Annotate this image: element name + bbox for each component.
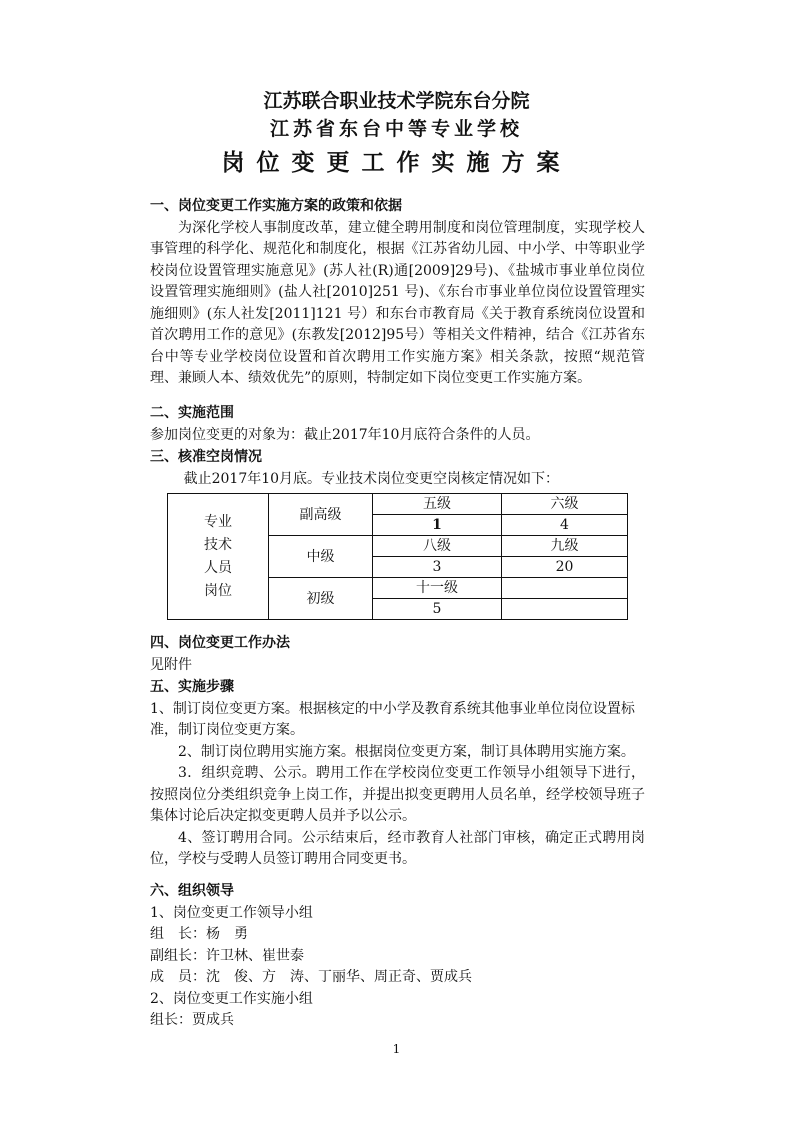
count-cell [502,599,628,620]
section-3 [150,447,645,490]
group-2-leader: 组长：贾成兵 [150,1012,234,1028]
count-cell: 5 [373,599,502,620]
section-4-paragraph: 见附件 [150,656,192,673]
level-cell: 中级 [269,536,373,578]
section-1-paragraph: 为深化学校人事制度改革，建立健全聘用制度和岗位管理制度，实现学校人事管理的科学化、规范化和制度化，根据《江苏省幼儿园、中小学、中等职业学校岗位设置管理实施意见》(苏人社(R)通[2009]29号)、《盐城市事业单位岗位设置管理实施细则》(盐人社[2010]251 号)、《东台市事业单位岗位设置管理实施细则》(东人社发[2011]121 号）和东台市教育局《关于教育系统岗位设置和首次聘用工作的意见》(东教发[2012]95号）等相关文件精神，结合《江苏省东台中等专业学校岗位设置和首次聘用工作实施方案》相关条款，按照“规范管理、兼顾人本、绩效优先”的原则，特制定如下岗位变更工作实施方案。 [150,219,645,386]
count-cell: 4 [502,515,628,536]
grade-cell: 六级 [502,494,628,515]
grade-cell: 八级 [373,536,502,557]
section-3-heading: 三、核准空岗情况 [150,449,262,465]
title-line-3: 岗位变更工作实施方案 [221,150,572,176]
level-cell: 初级 [269,578,373,620]
group-1-title: 1、岗位变更工作领导小组 [150,904,313,921]
section-5-heading: 五、实施步骤 [150,679,234,695]
step-item: 4、签订聘用合同。公示结束后，经市教育人社部门审核，确定正式聘用岗位，学校与受聘人员签订聘用合同变更书。 [150,829,645,867]
step-item: 2、制订岗位聘用实施方案。根据岗位变更方案，制订具体聘用实施方案。 [178,743,635,760]
count-cell: 1 [373,515,502,536]
group-leader: 组 长：杨 勇 [150,926,248,942]
grade-cell: 九级 [502,536,628,557]
section-1 [150,196,645,390]
title-line-1: 江苏联合职业技术学院东台分院 [263,90,530,112]
grade-cell: 十一级 [373,578,502,599]
category-cell [168,494,269,620]
category-line: 专业 [204,513,232,530]
count-cell: 20 [502,557,628,578]
section-3-intro: 截止2017年10月底。专业技术岗位变更空岗核定情况如下： [183,470,560,487]
title-line-2: 江苏省东台中等专业学校 [269,118,523,140]
count-cell: 3 [373,557,502,578]
vacancy-table [167,493,628,620]
group-2-title: 2、岗位变更工作实施小组 [150,990,313,1007]
group-deputy: 副组长：许卫林、崔世泰 [150,947,304,964]
level-cell: 副高级 [269,494,373,536]
group-members: 成 员：沈 俊、方 涛、丁丽华、周正奇、贾成兵 [150,969,472,985]
section-2-heading: 二、实施范围 [150,405,234,421]
category-line: 岗位 [204,582,232,599]
category-line: 人员 [204,559,232,576]
section-2 [150,403,645,446]
section-2-paragraph: 参加岗位变更的对象为：截止2017年10月底符合条件的人员。 [150,426,540,443]
section-6 [150,881,645,1032]
section-4-heading: 四、岗位变更工作办法 [150,635,290,651]
section-6-heading: 六、组织领导 [150,883,234,899]
step-item: 3．组织竞聘、公示。聘用工作在学校岗位变更工作领导小组领导下进行，按照岗位分类组织竞争上岗工作，并提出拟变更聘用人员名单，经学校领导班子集体讨论后决定拟变更聘人员并予以公示。 [150,765,645,824]
category-line: 技术 [204,536,232,553]
grade-cell: 五级 [373,494,502,515]
section-1-heading: 一、岗位变更工作实施方案的政策和依据 [150,198,402,214]
page-number: 1 [392,1042,401,1056]
step-item: 1、制订岗位变更方案。根据核定的中小学及教育系统其他事业单位岗位设置标准，制订岗位变更方案。 [150,700,635,738]
section-4 [150,633,645,676]
grade-cell [502,578,628,599]
section-5 [150,677,645,871]
